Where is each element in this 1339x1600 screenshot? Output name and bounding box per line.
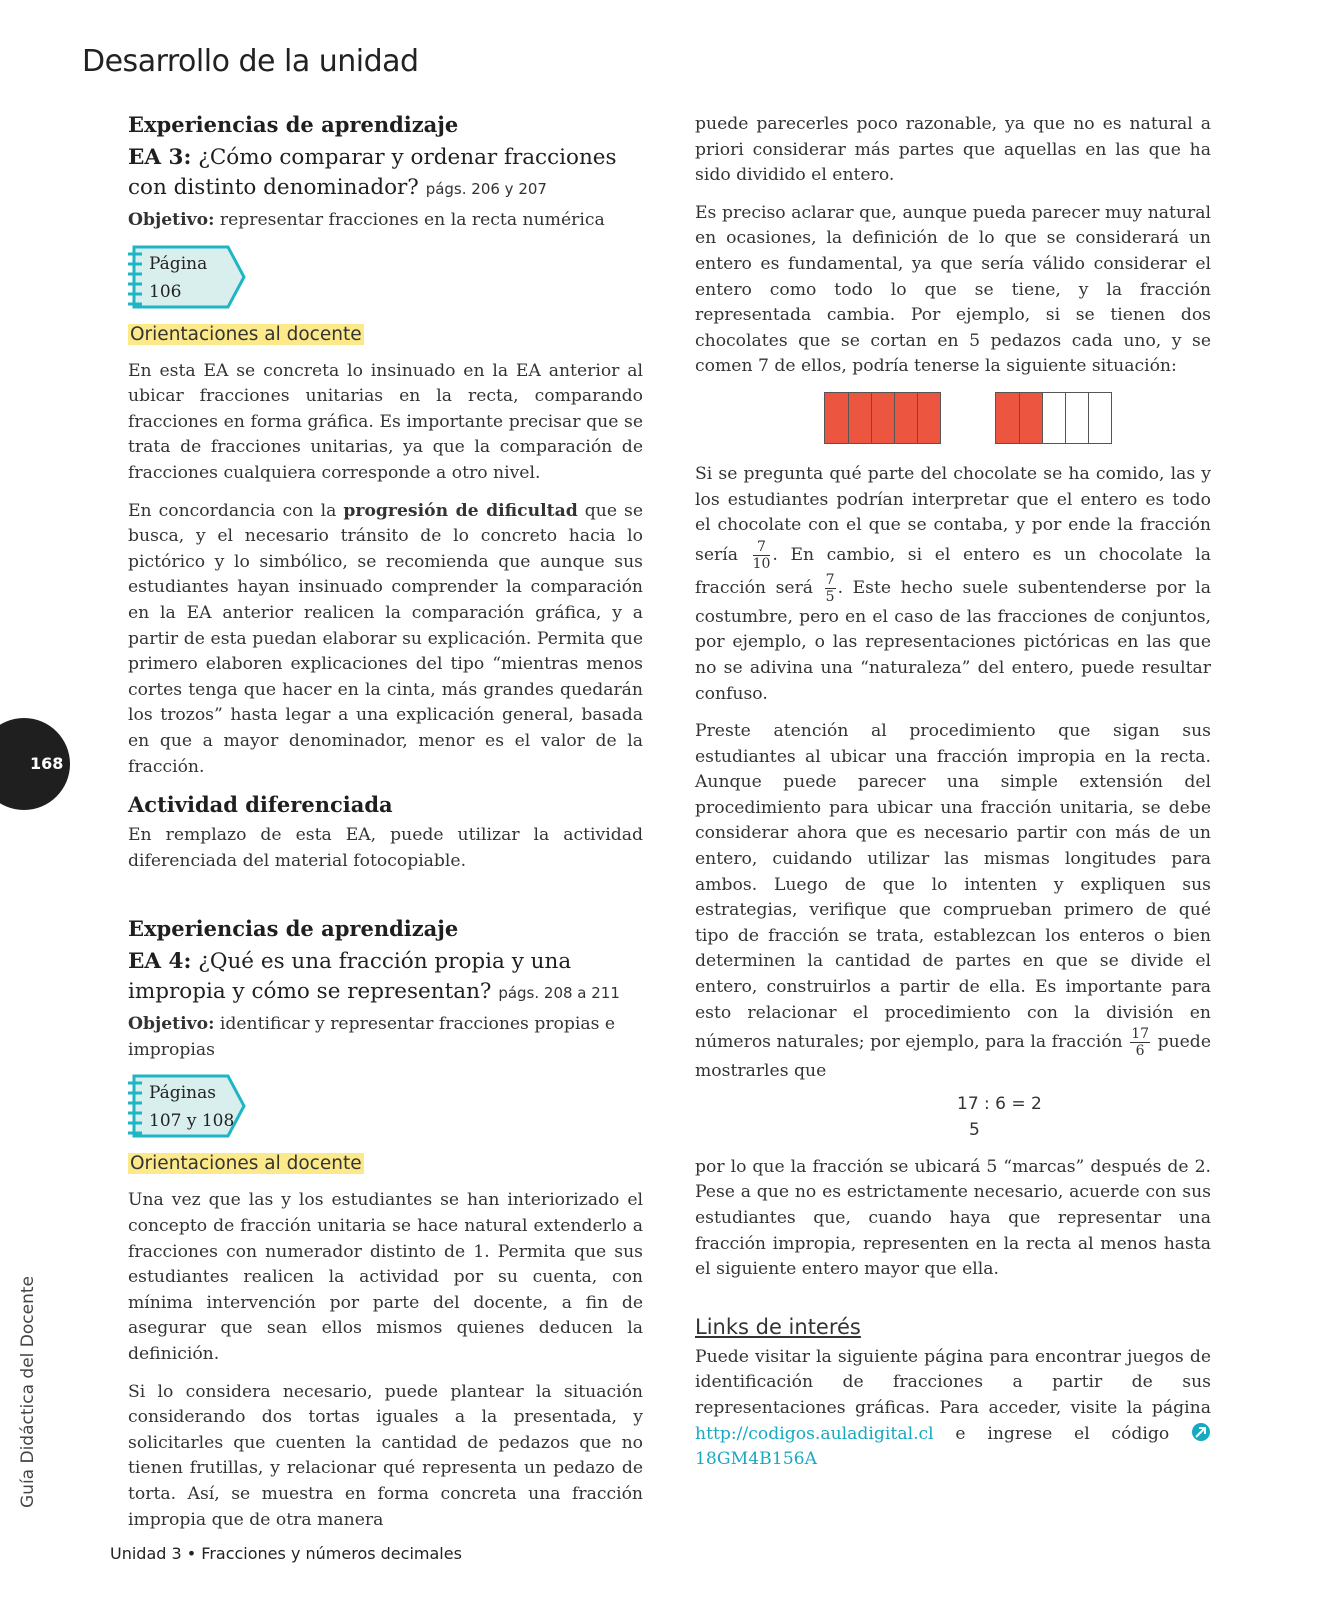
chocolate-piece: [1042, 393, 1065, 443]
ea4-badge-pages: 107 y 108: [149, 1111, 235, 1132]
fraction-numerator: 7: [753, 539, 771, 556]
p4-end: puede mostrarles que: [695, 1032, 1211, 1082]
fraction-denominator: 10: [752, 555, 771, 572]
ea4-section-heading: Experiencias de aprendizaje: [128, 916, 459, 942]
links-paragraph: [695, 1345, 1211, 1473]
ea3-p2-start: En concordancia con la: [128, 500, 344, 521]
page-footer: Unidad 3 • Fracciones y números decimales: [110, 1544, 462, 1563]
ea3-orientaciones-label: Orientaciones al docente: [130, 323, 362, 345]
ea3-pages: págs. 206 y 207: [425, 180, 547, 198]
chocolate-piece-eaten: [996, 393, 1019, 443]
chocolate-bar: [824, 392, 941, 444]
chocolate-piece-eaten: [848, 393, 871, 443]
fraction-7-5: [825, 572, 836, 605]
arrow-link-icon: [1191, 1422, 1211, 1442]
access-code[interactable]: 18GM4B156A: [695, 1449, 817, 1470]
codigos-link[interactable]: http://codigos.auladigital.cl: [695, 1423, 934, 1444]
p4-start: Preste atención al procedimiento que sigan sus estudiantes al ubicar una fracción impropia en la recta. Aunque puede parecer una simple extensión del procedimiento para ubicar una fracción unitaria, se debe considerar ahora que es necesario partir con más de un entero, cuidando utilizar las mismas longitudes para ambos. Luego de que lo intenten y expliquen sus estrategias, verifique que comprueban primero de qué tipo de fracción se trata, establezcan los enteros o bien determinen la cantidad de partes en que se divide el entero, construirlos a partir de ella. Es importante para esto relacionar el procedimiento con la división en números naturales; por ejemplo, para la fracción: [695, 721, 1211, 1053]
ea3-paragraph-2: [128, 499, 643, 781]
actividad-diferenciada-text: En remplazo de esta EA, puede utilizar la actividad diferenciada del material fotocopiable.: [128, 825, 643, 871]
right-column: [695, 112, 1211, 1473]
chocolate-piece-eaten: [871, 393, 894, 443]
p3-start: Si se pregunta qué parte del chocolate se ha comido, las y los estudiantes podrían interpretar que el entero es todo el chocolate con el que se contaba, y por ende la fracción sería: [695, 463, 1211, 565]
right-paragraph-4: [695, 719, 1211, 1085]
fraction-7-10: [753, 539, 771, 572]
ea3-paragraph-1: En esta EA se concreta lo insinuado en la EA anterior al ubicar fracciones unitarias en la recta, comparando fracciones en forma gráfica. Es importante precisar que se trata de fracciones unitarias, ya que la comparación de fracciones cualquiera corresponde a otro nivel.: [128, 360, 643, 483]
chocolate-bar: [995, 392, 1112, 444]
right-paragraph-2: Es preciso aclarar que, aunque pueda parecer muy natural en ocasiones, la definición de lo que se considerará un entero es fundamental, ya que sería válido considerar el entero como todo lo que se tiene, y la fracción representada cambia. Por ejemplo, si se tienen dos chocolates que se cortan en 5 pedazos cada uno, y se comen 7 de ellos, podría tenerse la siguiente situación:: [695, 202, 1211, 377]
p3-end: . Este hecho suele subentenderse por la costumbre, pero en el caso de las fracciones de conjuntos, por ejemplo, o las representaciones pictóricas en las que no se adivina una “naturaleza” del entero, puede resultar confuso.: [695, 577, 1212, 704]
p3-middle: . En cambio, si el entero es un chocolate la fracción será: [695, 544, 1211, 598]
right-paragraph-3: [695, 462, 1211, 707]
ea3-objective-label: Objetivo:: [128, 210, 215, 230]
ea4-badge-label: Páginas: [149, 1083, 216, 1104]
right-paragraph-1: puede parecerles poco razonable, ya que no es natural a priori considerar más partes que aquellas en las que ha sido dividido el entero.: [695, 114, 1211, 186]
ea4-objective: [128, 1012, 643, 1063]
right-paragraph-5: por lo que la fracción se ubicará 5 “marcas” después de 2. Pese a que no es estrictamente necesario, acuerde con sus estudiantes que, cuando haya que representar una fracción impropia, representen en la recta al menos hasta el siguiente entero mayor que ella.: [695, 1156, 1211, 1280]
ea4-title: [128, 947, 643, 1008]
ea3-p2-end: que se busca, y el necesario tránsito de lo concreto hacia lo pictórico y lo simbólico, se recomienda que aunque sus estudiantes hayan insinuado comprender la comparación en la EA anterior realicen la comparación gráfica, y a partir de esta puedan elaborar su explicación. Permita que primero elaboren explicaciones del tipo “mientras menos cortes tenga que hacer en la cinta, más grandes quedarán los trozos” hasta legar a una explicación general, basada en que a mayor denominador, menor es el valor de la fracción.: [128, 500, 643, 777]
division-remainder: 5: [969, 1119, 980, 1140]
ea3-badge-pages: 106: [149, 281, 182, 302]
left-column: [128, 112, 643, 1533]
ea4-question: ¿Qué es una fracción propia y una impropia y cómo se representan?: [128, 949, 572, 1005]
ea4-paragraph-1: Una vez que las y los estudiantes se han interiorizado el concepto de fracción unitaria se hace natural extenderlo a fracciones con numerador distinto de 1. Permita que sus estudiantes realicen la actividad por su cuenta, con mínima intervención por parte del docente, a fin de asegurar que sean ellos mismos quienes deducen la definición.: [128, 1190, 643, 1365]
chocolate-piece-eaten: [825, 393, 848, 443]
fraction-numerator: 7: [825, 571, 835, 588]
ea4-paragraph-2: Si lo considera necesario, puede plantear la situación considerando dos tortas iguales a la presentada, y solicitarles que cuenten la cantidad de pedazos que no tienen frutillas, y relacionar qué representa un pedazo de torta. Así, se muestra en forma concreta una fracción impropia que de otra manera: [128, 1381, 643, 1530]
ea3-p2-bold: progresión de dificultad: [343, 500, 578, 521]
ea4-orientaciones-label: Orientaciones al docente: [130, 1153, 362, 1175]
chocolate-piece-eaten: [894, 393, 917, 443]
ea3-objective: [128, 208, 643, 234]
ea3-question: ¿Cómo comparar y ordenar fracciones con distinto denominador?: [128, 145, 617, 200]
chocolate-piece: [1088, 393, 1111, 443]
ea3-badge-label: Página: [149, 253, 208, 274]
ea4-page-badge: [128, 1073, 248, 1139]
ea3-label: EA 3:: [128, 145, 192, 170]
chocolate-piece-eaten: [1019, 393, 1042, 443]
links-heading: Links de interés: [695, 1314, 861, 1339]
chocolate-piece-eaten: [917, 393, 940, 443]
actividad-diferenciada-heading: Actividad diferenciada: [128, 792, 393, 818]
chocolate-figure: [695, 392, 1211, 444]
ea3-title: [128, 143, 643, 204]
ea3-objective-text: representar fracciones en la recta numérica: [214, 210, 605, 230]
fraction-17-6: [1130, 1026, 1150, 1059]
fraction-denominator: 6: [1135, 1043, 1145, 1060]
fraction-numerator: 17: [1131, 1026, 1150, 1043]
division-example: [695, 1091, 1211, 1143]
fraction-denominator: 5: [825, 588, 835, 605]
ea3-page-badge: [128, 244, 248, 310]
side-label: Guía Didáctica del Docente: [18, 1276, 38, 1508]
page-number: 168: [30, 754, 64, 773]
links-text-middle: e ingrese el código: [933, 1423, 1191, 1444]
ea4-label: EA 4:: [128, 949, 192, 975]
chocolate-piece: [1065, 393, 1088, 443]
ea4-pages: págs. 208 a 211: [498, 984, 620, 1003]
ea4-objective-label: Objetivo:: [128, 1014, 215, 1035]
division-line-1: 17 : 6 = 2: [957, 1093, 1042, 1114]
ea3-section-heading: Experiencias de aprendizaje: [128, 112, 459, 137]
ea4-objective-text: identificar y representar fracciones propias e impropias: [128, 1014, 616, 1060]
page-title: Desarrollo de la unidad: [82, 44, 419, 79]
links-text-start: Puede visitar la siguiente página para encontrar juegos de identificación de fracciones a partir de sus representaciones gráficas. Para acceder, visite la página: [695, 1346, 1211, 1418]
